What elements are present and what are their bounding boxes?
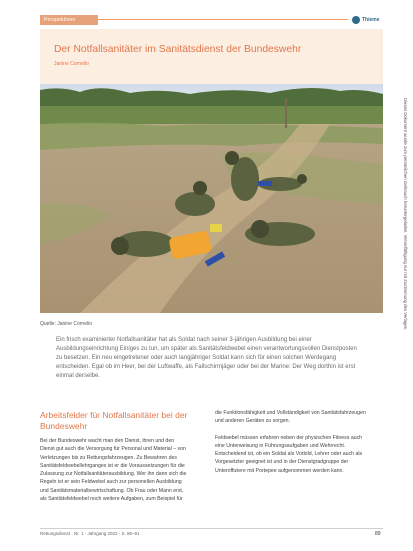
article-photo xyxy=(40,84,383,313)
photo-caption: Quelle: Janine Cornelio xyxy=(40,321,92,327)
logo-text: Thieme xyxy=(362,17,380,23)
section-heading: Arbeitsfelder für Notfallsanitäter bei der Bundeswehr xyxy=(40,410,188,431)
body-paragraph: die Funktionsfähigkeit und Vollständigkeit von Sanitätsfahrzeugen und anderen Geräten zu sorgen. xyxy=(215,410,366,425)
article-author: Janine Cornelio xyxy=(54,61,89,67)
body-paragraph: Feldwebel müssen erfahren neben der physischen Fitness auch eine Unterweisung in Führungsaufgaben und Wehrrecht. Entscheidend ist, ob ein Soldat als Vorbild, Lehrer oder auch als Vorgesetzter geeignet ist und in der Dienstgradgruppe der Unteroffiziere mit Portepee aufgenommen werden kann. xyxy=(215,434,363,474)
logo-icon xyxy=(352,16,360,24)
publisher-logo xyxy=(352,15,380,25)
footer-rule xyxy=(40,528,383,529)
page-number: 89 xyxy=(375,531,381,537)
copyright-side-note: Dieses Dokument wurde zum persönlichen Gebrauch heruntergeladen. Vervielfältigung nur mit Zustimmung des Verlages. xyxy=(403,98,408,331)
body-text-right xyxy=(215,409,370,483)
photo-illustration xyxy=(40,84,383,313)
article-intro: Ein frisch examinierter Notfallsanitäter hat als Soldat nach seiner 3-jährigen Ausbildung bei einer Ausbildungseinrichtung Einiges zu tun, um später als Sanitätsfeldwebel einen verantwortungsvollen Dienstposten zu besetzen. Ein neu eingetretener oder auch langjähriger Soldat kann sich für einen solchen Werdegang entscheiden. Egal ob im Heer, bei der Luftwaffe, als Fallschirmjäger oder bei der Marine: Der Weg dorthin ist erst einmal derselbe. xyxy=(56,337,357,379)
article-title: Der Notfallsanitäter im Sanitätsdienst der Bundeswehr xyxy=(54,44,302,55)
section-tag: Perspektiven xyxy=(40,15,98,25)
body-text-left: Bei der Bundeswehr wacht man den Dienst, ihren und den Dienst gut auch die Versorgung für Personal und Material – von Verletzungen bis zu Rettungsfahrzeugen. Zu Bewahren des Sanitätsfeldwebellehrganges ist er die Voraussetzungen für die Zulassung zur Notfallsanitäterausbildung. Wer ihn dann sich die Regeln ist er sein Feldwebel auch zur personellen Ausbildung und Sanitätsmaterialbewirtschaftung. Ob Frau oder Mann erst, als Sanitätsfeldwebel noch weitere Aufgaben, zum Beispiel für xyxy=(40,438,187,503)
header-rule xyxy=(98,19,348,20)
title-band xyxy=(40,29,383,84)
journal-footer: Rettungsdienst · Nr. 1 · Jahrgang 2022 · S. 86–91 xyxy=(40,531,140,536)
